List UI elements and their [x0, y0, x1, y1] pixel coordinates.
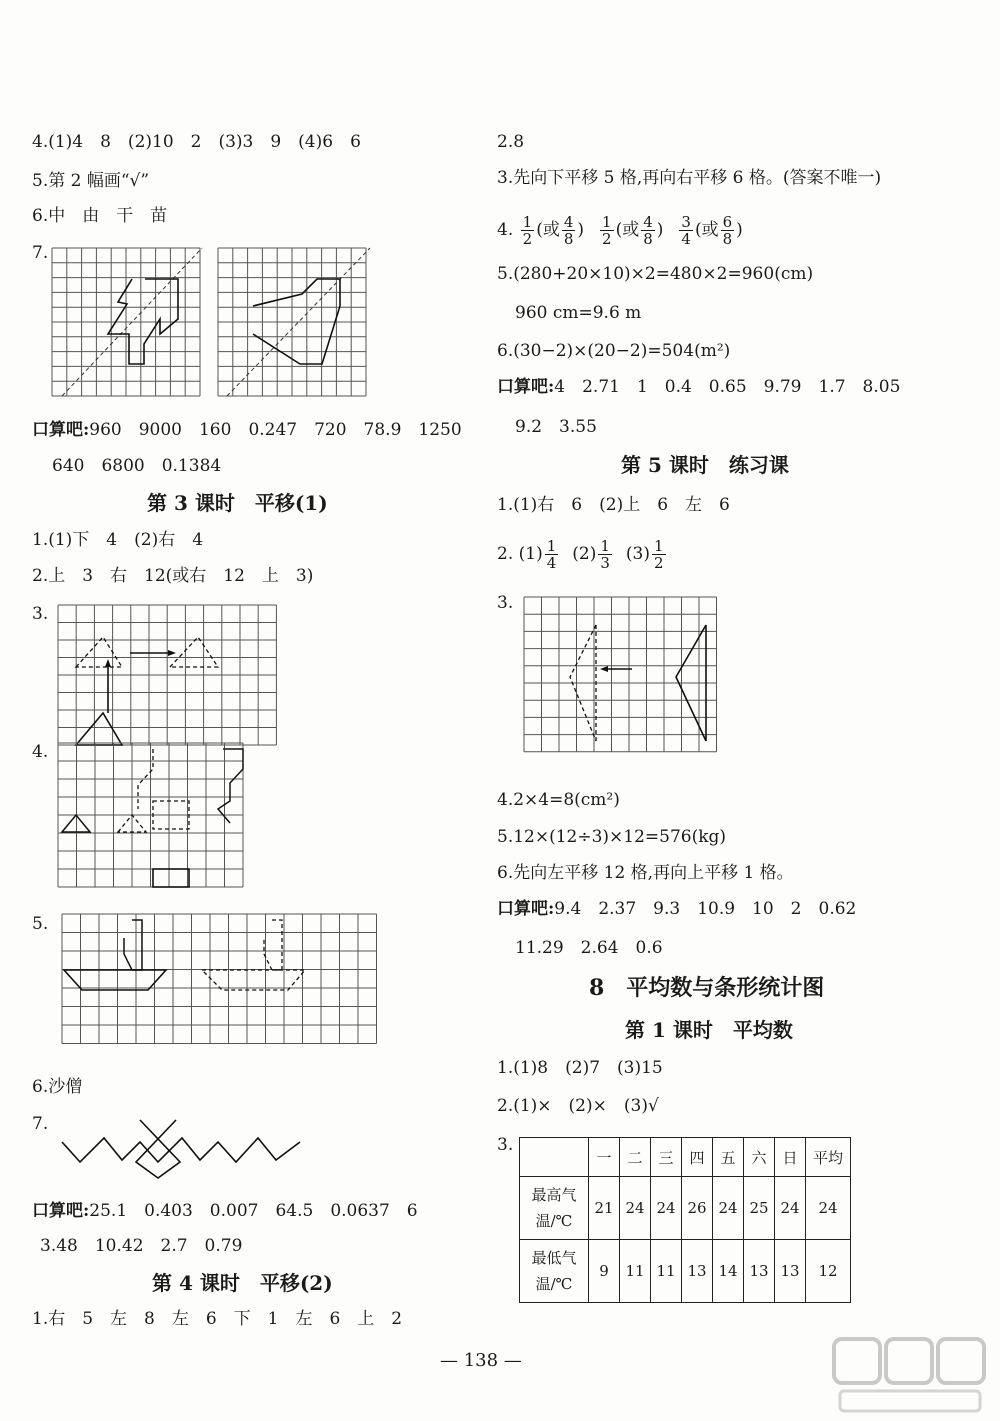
- answer-q5: 5.第 2 幅画“√”: [32, 171, 150, 191]
- table-header-cell: 二: [620, 1138, 651, 1177]
- table-cell: 12: [806, 1240, 851, 1303]
- table-cell: 11: [651, 1240, 682, 1303]
- table-row-label: 最高气 温/℃: [520, 1177, 589, 1240]
- table-header-cell: [520, 1138, 589, 1177]
- table-cell: 26: [682, 1177, 713, 1240]
- table-row: [520, 1240, 851, 1303]
- fraction: $\frac{1}{2}$: [602, 213, 612, 248]
- chapter-title: 8 平均数与条形统计图: [589, 975, 825, 1001]
- lesson3-title: 第 3 课时 平移(1): [147, 491, 328, 515]
- c8-answer-q2: 2.(1)× (2)× (3)√: [497, 1096, 659, 1116]
- page-number: — 138 —: [440, 1350, 522, 1371]
- table-cell: 25: [744, 1177, 775, 1240]
- table-header-cell: 五: [713, 1138, 744, 1177]
- l5-answer-q4: 4.2×4=8(cm²): [497, 790, 620, 810]
- l3-answer-q1: 1.(1)下 4 (2)右 4: [32, 530, 204, 550]
- l5-q3-translation-grid: [524, 597, 734, 757]
- kousuan-2-line2: 3.48 10.42 2.7 0.79: [40, 1236, 243, 1256]
- fraction-answer: (3) $\frac{1}{2}$: [625, 537, 664, 572]
- l3-q3-translation-grid: [58, 605, 278, 745]
- table-header-row: [520, 1138, 851, 1177]
- table-header-cell: 平均: [806, 1138, 851, 1177]
- fraction: $\frac{1}{2}$: [522, 213, 533, 248]
- watermark-logo: [830, 1335, 990, 1415]
- l4-answer-q1: 1.右 5 左 8 左 6 下 1 左 6 上 2: [32, 1309, 403, 1329]
- kousuan-3-line2: 9.2 3.55: [515, 417, 597, 437]
- l3-answer-q2: 2.上 3 右 12(或右 12 上 3): [32, 566, 314, 586]
- fraction-answer: $\frac{1}{2}$ (或 $\frac{4}{8}$ ): [602, 213, 664, 248]
- table-row: [520, 1177, 851, 1240]
- r-answer-q5-line2: 960 cm=9.6 m: [515, 303, 642, 323]
- lesson1-title: 第 1 课时 平均数: [625, 1018, 793, 1042]
- kousuan-2-line1: 口算吧:25.1 0.403 0.007 64.5 0.0637 6: [32, 1201, 418, 1221]
- l3-answer-q4-label: 4.: [32, 742, 49, 762]
- temperature-table: [519, 1137, 851, 1303]
- l5-answer-q6: 6.先向左平移 12 格,再向上平移 1 格。: [497, 863, 794, 883]
- c8-answer-q1: 1.(1)8 (2)7 (3)15: [497, 1058, 663, 1078]
- fraction-answer: $\frac{1}{2}$ (或 $\frac{4}{8}$ ): [522, 213, 585, 248]
- answer-q4: 4.(1)4 8 (2)10 2 (3)3 9 (4)6 6: [32, 132, 361, 152]
- table-cell: 24: [620, 1177, 651, 1240]
- l3-answer-q5-label: 5.: [32, 914, 49, 934]
- l3-answer-q3-label: 3.: [32, 604, 49, 624]
- fraction: $\frac{1}{4}$: [546, 537, 557, 572]
- l5-answer-q1: 1.(1)右 6 (2)上 6 左 6: [497, 495, 730, 515]
- r-answer-q4: 4. $\frac{1}{2}$ (或 $\frac{4}{8}$ ) $\frac{1}{2}$ (或 $\frac{4}{8}$ ) $\frac{3}{4}$ (或 $\frac{6}{8}$ ): [497, 213, 743, 248]
- fraction: $\frac{6}{8}$: [722, 213, 733, 248]
- q7-symmetry-grids: [52, 244, 382, 404]
- r-answer-q6: 6.(30−2)×(20−2)=504(m²): [497, 341, 731, 361]
- table-cell: 24: [713, 1177, 744, 1240]
- kousuan-4-line1: 口算吧:9.4 2.37 9.3 10.9 10 2 0.62: [497, 899, 857, 919]
- kousuan-1-line2: 640 6800 0.1384: [52, 456, 222, 476]
- table-header-cell: 六: [744, 1138, 775, 1177]
- table-row-label: 最低气 温/℃: [520, 1240, 589, 1303]
- r-answer-q2: 2.8: [497, 132, 525, 152]
- table-cell: 9: [589, 1240, 620, 1303]
- table-cell: 24: [651, 1177, 682, 1240]
- fraction: $\frac{4}{8}$: [563, 213, 574, 248]
- fraction-answer: (1) $\frac{1}{4}$: [518, 537, 557, 572]
- fraction-answer: (2) $\frac{1}{3}$: [572, 537, 610, 572]
- table-cell: 24: [775, 1177, 806, 1240]
- l3-q5-translation-grid: [62, 914, 402, 1054]
- table-cell: 11: [620, 1240, 651, 1303]
- fraction: $\frac{1}{2}$: [654, 537, 664, 572]
- table-cell: 21: [589, 1177, 620, 1240]
- answer-q6: 6.中 由 干 苗: [32, 206, 168, 226]
- l3-answer-q6: 6.沙僧: [32, 1077, 83, 1097]
- l3-answer-q7-label: 7.: [32, 1114, 49, 1134]
- table-cell: 13: [775, 1240, 806, 1303]
- answer-q7-label: 7.: [32, 243, 49, 263]
- r-answer-q5-line1: 5.(280+20×10)×2=480×2=960(cm): [497, 264, 814, 284]
- c8-answer-q3-label: 3.: [497, 1135, 514, 1155]
- kousuan-4-line2: 11.29 2.64 0.6: [515, 938, 663, 958]
- fraction: $\frac{1}{3}$: [600, 537, 610, 572]
- fraction-answer: $\frac{3}{4}$ (或 $\frac{6}{8}$ ): [681, 213, 743, 248]
- table-cell: 13: [682, 1240, 713, 1303]
- kousuan-1-line1: 口算吧:960 9000 160 0.247 720 78.9 1250: [32, 420, 462, 440]
- table-header-cell: 四: [682, 1138, 713, 1177]
- table-cell: 14: [713, 1240, 744, 1303]
- l5-answer-q2: 2. (1) $\frac{1}{4}$ (2) $\frac{1}{3}$ (3) $\frac{1}{2}$: [497, 538, 680, 571]
- l3-q4-translation-grid: [58, 743, 248, 893]
- l3-q7-zigzag: [60, 1112, 320, 1182]
- l5-answer-q3-label: 3.: [497, 593, 514, 613]
- fraction: $\frac{4}{8}$: [643, 213, 653, 248]
- table-header-cell: 日: [775, 1138, 806, 1177]
- l5-answer-q5: 5.12×(12÷3)×12=576(kg): [497, 827, 727, 847]
- table-cell: 13: [744, 1240, 775, 1303]
- table-cell: 24: [806, 1177, 851, 1240]
- r-answer-q3: 3.先向下平移 5 格,再向右平移 6 格。(答案不唯一): [497, 168, 882, 188]
- lesson5-title: 第 5 课时 练习课: [621, 453, 789, 477]
- lesson4-title: 第 4 课时 平移(2): [152, 1271, 333, 1295]
- kousuan-3-line1: 口算吧:4 2.71 1 0.4 0.65 9.79 1.7 8.05: [497, 377, 901, 397]
- table-header-cell: 三: [651, 1138, 682, 1177]
- table-header-cell: 一: [589, 1138, 620, 1177]
- fraction: $\frac{3}{4}$: [681, 213, 691, 248]
